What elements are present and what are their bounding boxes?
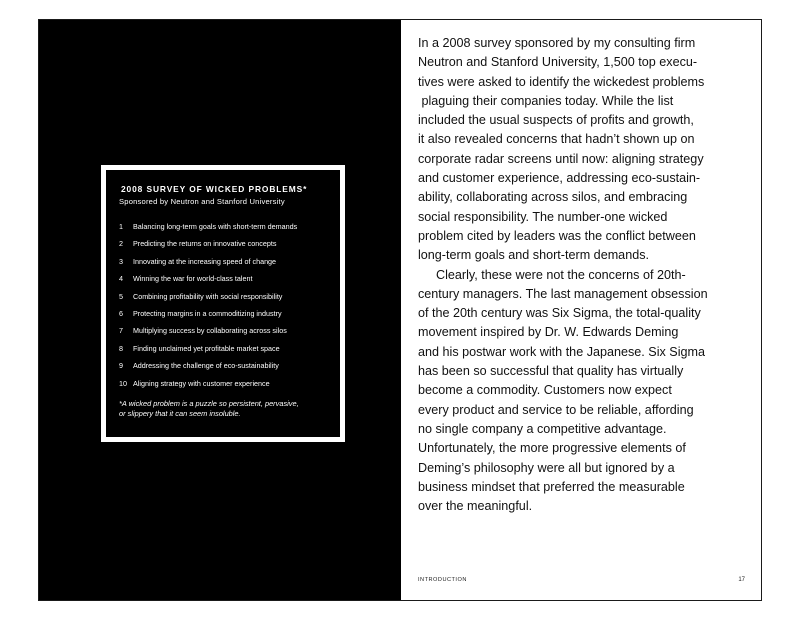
text-line: century managers. The last management obsession xyxy=(418,286,708,301)
text-line: ability, collaborating across silos, and embracing xyxy=(418,190,688,205)
text-line: over the meaningful. xyxy=(418,499,533,514)
item-number: 9 xyxy=(119,361,123,371)
right-page xyxy=(401,20,761,600)
sidebar-subtitle: Sponsored by Neutron and Stanford University xyxy=(119,197,285,206)
text-line: Deming’s philosophy were all but ignored by a xyxy=(418,460,675,475)
list-item xyxy=(119,218,340,235)
item-number: 8 xyxy=(119,343,123,353)
body-text xyxy=(418,34,718,516)
list-item xyxy=(119,305,340,322)
problem-list xyxy=(119,218,340,392)
item-number: 6 xyxy=(119,309,123,319)
text-line: Clearly, these were not the concerns of 20th- xyxy=(436,267,686,282)
text-line: problem cited by leaders was the conflict between xyxy=(418,228,696,243)
item-text: Innovating at the increasing speed of change xyxy=(133,256,277,266)
text-line: social responsibility. The number-one wicked xyxy=(418,209,668,224)
item-text: Aligning strategy with customer experience xyxy=(133,378,270,388)
item-number: 10 xyxy=(119,378,127,388)
running-head: INTRODUCTION xyxy=(418,577,467,583)
text-line: and customer experience, addressing eco-sustain- xyxy=(418,171,701,186)
text-line: every product and service to be reliable, affording xyxy=(418,402,694,417)
page-number: 17 xyxy=(738,577,745,583)
book-spread xyxy=(38,19,762,601)
item-text: Combining profitability with social responsibility xyxy=(133,291,283,301)
text-line: corporate radar screens until now: aligning strategy xyxy=(418,151,704,166)
text-line: Unfortunately, the more progressive elements of xyxy=(418,441,686,456)
item-number: 1 xyxy=(119,222,123,231)
text-line: Neutron and Stanford University, 1,500 top execu- xyxy=(418,55,698,70)
item-text: Multiplying success by collaborating across silos xyxy=(133,326,287,336)
list-item xyxy=(119,357,340,374)
text-line: it also revealed concerns that hadn’t shown up on xyxy=(418,132,695,147)
item-text: Balancing long-term goals with short-term demands xyxy=(133,222,298,231)
text-line: included the usual suspects of profits and growth, xyxy=(418,113,694,128)
text-line: become a commodity. Customers now expect xyxy=(418,383,672,398)
text-line: business mindset that preferred the measurable xyxy=(418,479,685,494)
paragraph-2 xyxy=(418,266,718,517)
text-line: plaguing their companies today. While the list xyxy=(418,93,674,108)
footnote xyxy=(119,399,333,419)
list-item xyxy=(119,322,340,339)
item-text: Winning the war for world-class talent xyxy=(133,274,253,284)
text-line: and his postwar work with the Japanese. Six Sigma xyxy=(418,344,705,359)
footnote-line: *A wicked problem is a puzzle so persistent, pervasive, xyxy=(119,399,299,409)
list-item xyxy=(119,235,340,252)
item-text: Predicting the returns on innovative concepts xyxy=(133,239,277,249)
item-number: 2 xyxy=(119,239,123,249)
survey-sidebar-box xyxy=(101,165,345,442)
text-line: has been so successful that quality has virtually xyxy=(418,364,684,379)
list-item xyxy=(119,375,340,392)
item-text: Addressing the challenge of eco-sustainability xyxy=(133,361,279,371)
text-line: tives were asked to identify the wickedest problems xyxy=(418,74,705,89)
paragraph-1 xyxy=(418,34,718,266)
text-line: movement inspired by Dr. W. Edwards Deming xyxy=(418,325,679,340)
text-line: no single company a competitive advantage. xyxy=(418,421,667,436)
sidebar-title: 2008 SURVEY OF WICKED PROBLEMS* xyxy=(121,184,308,194)
text-line: In a 2008 survey sponsored by my consulting firm xyxy=(418,36,696,50)
left-page xyxy=(39,20,401,600)
item-number: 3 xyxy=(119,256,123,266)
footnote-line: or slippery that it can seem insoluble. xyxy=(119,409,241,419)
item-number: 5 xyxy=(119,291,123,301)
item-text: Finding unclaimed yet profitable market space xyxy=(133,343,280,353)
list-item xyxy=(119,253,340,270)
list-item xyxy=(119,270,340,287)
item-number: 7 xyxy=(119,326,123,336)
list-item xyxy=(119,288,340,305)
text-line: long-term goals and short-term demands. xyxy=(418,248,649,263)
text-line: of the 20th century was Six Sigma, the total-quality xyxy=(418,306,701,321)
item-number: 4 xyxy=(119,274,123,284)
item-text: Protecting margins in a commoditizing industry xyxy=(133,309,282,319)
list-item xyxy=(119,340,340,357)
